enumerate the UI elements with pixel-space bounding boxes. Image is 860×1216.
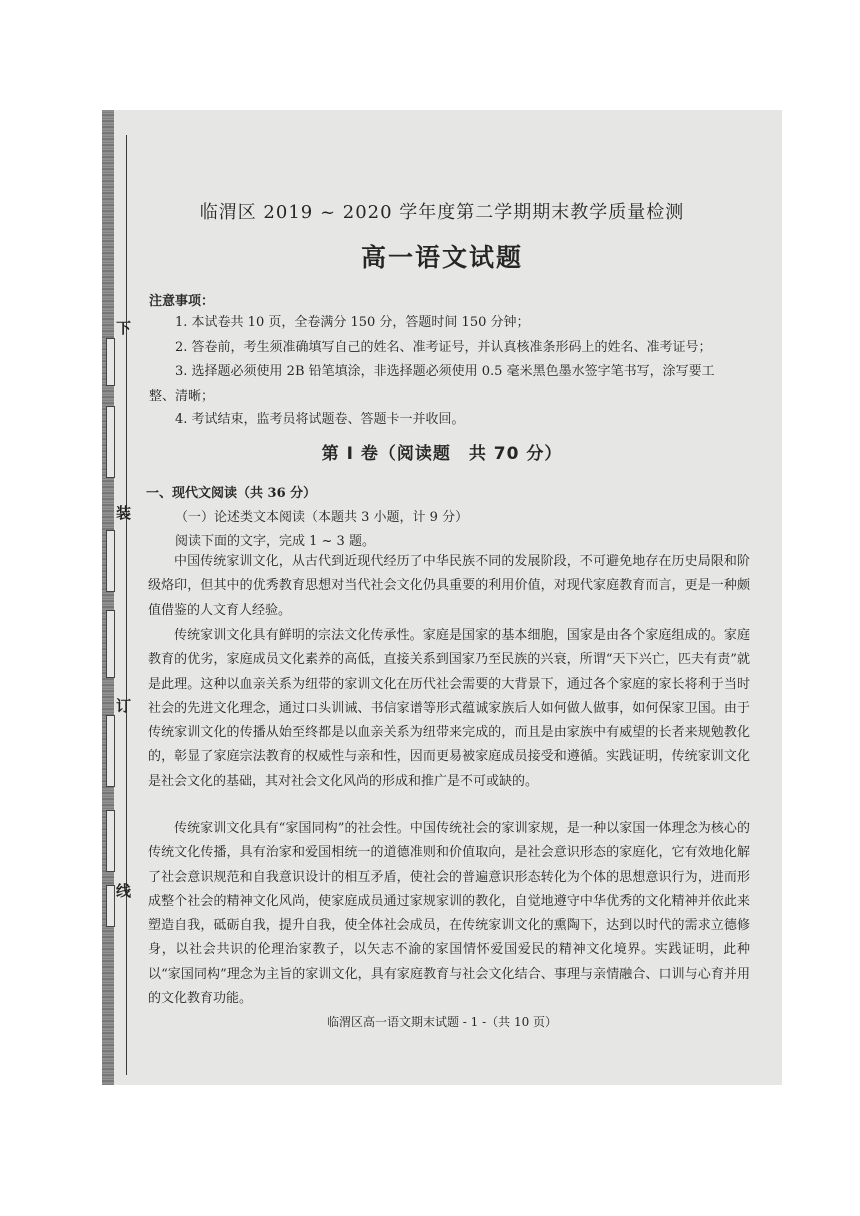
binding-char-zhuang: 装 xyxy=(116,504,132,522)
page-footer: 临渭区高一语文期末试题 - 1 -（共 10 页） xyxy=(326,1015,558,1029)
note-item: 整、清晰； xyxy=(149,389,215,404)
part-subtitle: （一）论述类文本阅读（本题共 3 小题，计 9 分） xyxy=(175,510,469,525)
note-item: 4. 考试结束，监考员将试题卷、答题卡一并收回。 xyxy=(175,412,465,427)
binding-box xyxy=(106,715,115,787)
passage-paragraph: 传统家训文化具有“家国同构”的社会性。中国传统社会的家训家规，是一种以家国一体理念为核心的传统文化传播，具有治家和爱国相统一的道德准则和价值取向，是社会意识形态的家庭化，它有效地化解了社会意识规范和自我意识设计的相互矛盾，使社会的普遍意识形态转化为个体的思想意识行为，进而形成整个社会的精神文化风尚，使家庭成员通过家规家训的教化，自觉地遵守中华优秀的文化精神并依此来塑造自我，砥砺自我，提升自我，使全体社会成员，在传统家训文化的熏陶下，达到以时代的需求立德修身，以社会共识的伦理治家教子，以矢志不渝的家国情怀爱国爱民的精神文化境界。实践证明，此种以“家国同构”理念为主旨的家训文化，具有家庭教育与社会文化结合、事理与亲情融合、口训与心育并用的文化教育功能。 xyxy=(148,821,750,1007)
binding-box xyxy=(106,885,115,927)
part-title: 一、现代文阅读（共 36 分） xyxy=(146,486,317,501)
notes-label: 注意事项： xyxy=(149,294,215,309)
binding-box xyxy=(106,530,115,592)
section-title: 第 Ⅰ 卷（阅读题 共 70 分） xyxy=(321,444,563,464)
binding-line xyxy=(126,135,127,1075)
note-item: 3. 选择题必须使用 2B 铅笔填涂，非选择题必须使用 0.5 毫米黑色墨水签字笔书写，涂写要工 xyxy=(175,364,715,379)
binding-char-xian: 线 xyxy=(116,882,132,900)
binding-box xyxy=(106,810,115,872)
binding-box xyxy=(106,338,115,386)
note-item: 2. 答卷前，考生须准确填写自己的姓名、准考证号，并认真核准条形码上的姓名、准考证号； xyxy=(175,340,712,355)
passage-paragraph: 传统家训文化具有鲜明的宗法文化传承性。家庭是国家的基本细胞，国家是由各个家庭组成的。家庭教育的优劣，家庭成员文化素养的高低，直接关系到国家乃至民族的兴衰，所谓“天下兴亡，匹夫有责”就是此理。这种以血亲关系为纽带的家训文化在历代社会需要的大背景下，通过各个家庭的家长将利于当时社会的先进文化理念，通过口头训诫、书信家谱等形式蕴诚家族后人如何做人做事，如何保家卫国。由于传统家训文化的传播从始至终都是以血亲关系为纽带来完成的，而且是由家族中有威望的长者来规勉教化的，彰显了家庭宗法教育的权威性与亲和性，因而更易被家庭成员接受和遵循。实践证明，传统家训文化是社会文化的基础，其对社会文化风尚的形成和推广是不可或缺的。 xyxy=(148,628,750,789)
exam-title: 高一语文试题 xyxy=(360,243,523,272)
binding-edge xyxy=(102,110,114,1085)
reading-instruction: 阅读下面的文字，完成 1 ~ 3 题。 xyxy=(175,534,375,549)
binding-char-xia: 下 xyxy=(116,319,132,337)
binding-char-ding: 订 xyxy=(116,697,132,715)
note-item: 1. 本试卷共 10 页，全卷满分 150 分，答题时间 150 分钟； xyxy=(175,315,530,330)
exam-header: 临渭区 2019 ~ 2020 学年度第二学期期末教学质量检测 xyxy=(199,202,685,223)
exam-paper xyxy=(102,110,782,1085)
passage-paragraph: 中国传统家训文化，从古代到近现代经历了中华民族不同的发展阶段，不可避免地存在历史局限和阶级烙印，但其中的优秀教育思想对当代社会文化仍具重要的利用价值，对现代家庭教育而言，更是一种颇值借鉴的人文育人经验。 xyxy=(148,554,750,618)
binding-box xyxy=(106,610,115,678)
binding-box xyxy=(106,406,115,478)
